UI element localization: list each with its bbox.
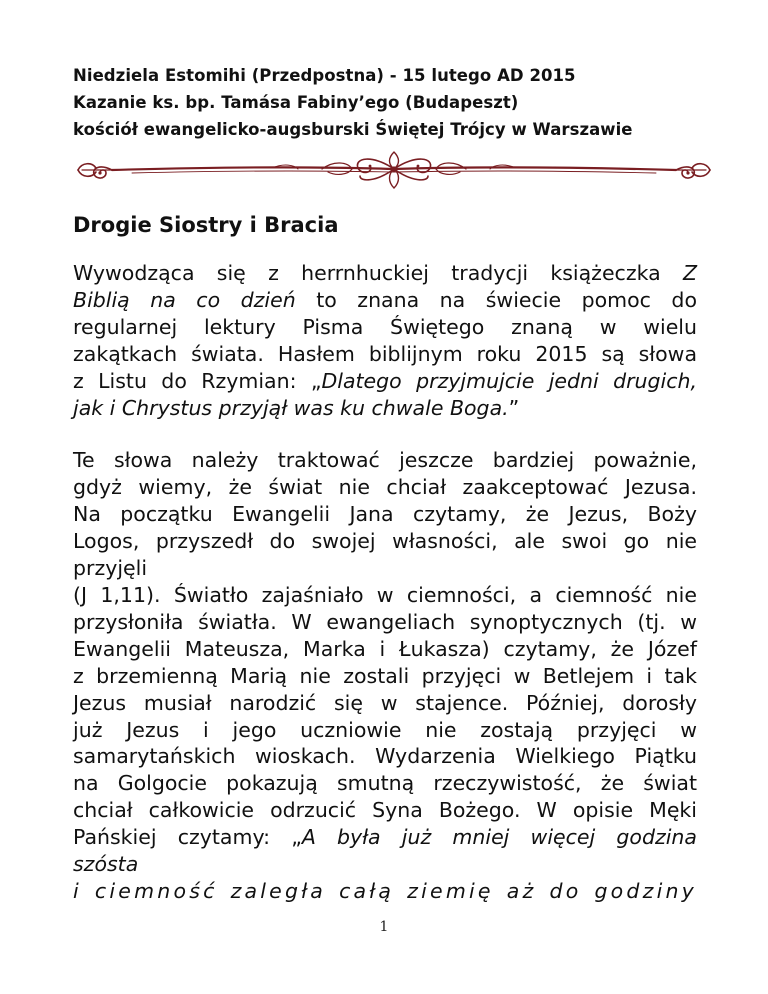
ornament-divider-icon bbox=[72, 148, 716, 192]
text-line: Na początku Ewangelii Jana czytamy, że Jezus, Boży bbox=[73, 502, 697, 527]
sermon-header bbox=[73, 62, 713, 143]
bible-quote: szósta bbox=[73, 852, 139, 877]
paragraph-intro bbox=[73, 260, 697, 421]
text-line: z brzemienną Marią nie zostali przyjęci w Betlejem i tak bbox=[73, 663, 697, 688]
text-line: samarytańskich wioskach. Wydarzenia Wielkiego Piątku bbox=[73, 744, 697, 769]
header-date-line: Niedziela Estomihi (Przedpostna) - 15 lutego AD 2015 bbox=[73, 66, 576, 85]
book-title: Biblią na co dzień bbox=[73, 287, 296, 312]
header-preacher-line: Kazanie ks. bp. Tamása Fabiny’ego (Budapeszt) bbox=[73, 93, 519, 112]
text-line: z Listu do Rzymian: „Dlatego przyjmujcie jedni drugich, bbox=[73, 368, 697, 393]
text-line: i ciemność zaległa całą ziemię aż do godziny bbox=[73, 878, 697, 903]
greeting-heading: Drogie Siostry i Bracia bbox=[73, 213, 339, 237]
text-line: regularnej lektury Pisma Świętego znaną w wielu bbox=[73, 314, 697, 339]
text-line: Wywodząca się z herrnhuckiej tradycji książeczka Z bbox=[73, 261, 697, 285]
text-line: chciał całkowicie odrzucić Syna Bożego. W opisie Męki bbox=[73, 798, 697, 823]
text-line: już Jezus i jego uczniowie nie zostają przyjęci w bbox=[73, 717, 697, 742]
text-line: zakątkach świata. Hasłem biblijnym roku 2015 są słowa bbox=[73, 341, 697, 366]
text-line: na Golgocie pokazują smutną rzeczywistość, że świat bbox=[73, 771, 697, 796]
text-line: Logos, przyszedł do swojej własności, ale swoi go nie bbox=[73, 529, 697, 554]
page-number: 1 bbox=[379, 919, 389, 935]
text-line: przysłoniła światła. W ewangeliach synoptycznych (tj. w bbox=[73, 609, 697, 634]
text-line: Ewangelii Mateusza, Marka i Łukasza) czytamy, że Józef bbox=[73, 636, 697, 661]
paragraph-rejection bbox=[73, 447, 697, 904]
text-line: gdyż wiemy, że świat nie chciał zaakceptować Jezusa. bbox=[73, 475, 697, 500]
text-line: (J 1,11). Światło zajaśniało w ciemności, a ciemność nie bbox=[73, 582, 697, 607]
text-line: przyjęli bbox=[73, 556, 148, 581]
sermon-body bbox=[73, 210, 697, 905]
header-church-line: kościół ewangelicko-augsburski Świętej Trójcy w Warszawie bbox=[73, 120, 633, 139]
text-line: Pańskiej czytamy: „A była już mniej więcej godzina bbox=[73, 825, 697, 850]
text-line bbox=[73, 851, 697, 878]
bible-quote: Dlatego przyjmujcie jedni drugich, bbox=[321, 368, 697, 393]
text-line: Jezus musiał narodzić się w stajence. Później, dorosły bbox=[73, 690, 697, 715]
text-line: Te słowa należy traktować jeszcze bardziej poważnie, bbox=[73, 448, 697, 473]
bible-quote: A była już mniej więcej godzina bbox=[301, 825, 697, 850]
bible-quote: jak i Chrystus przyjął was ku chwale Boga. bbox=[73, 395, 509, 420]
text-line: Biblią na co dzień to znana na świecie pomoc do bbox=[73, 287, 697, 312]
text-line: jak i Chrystus przyjął was ku chwale Boga.” bbox=[73, 395, 520, 420]
